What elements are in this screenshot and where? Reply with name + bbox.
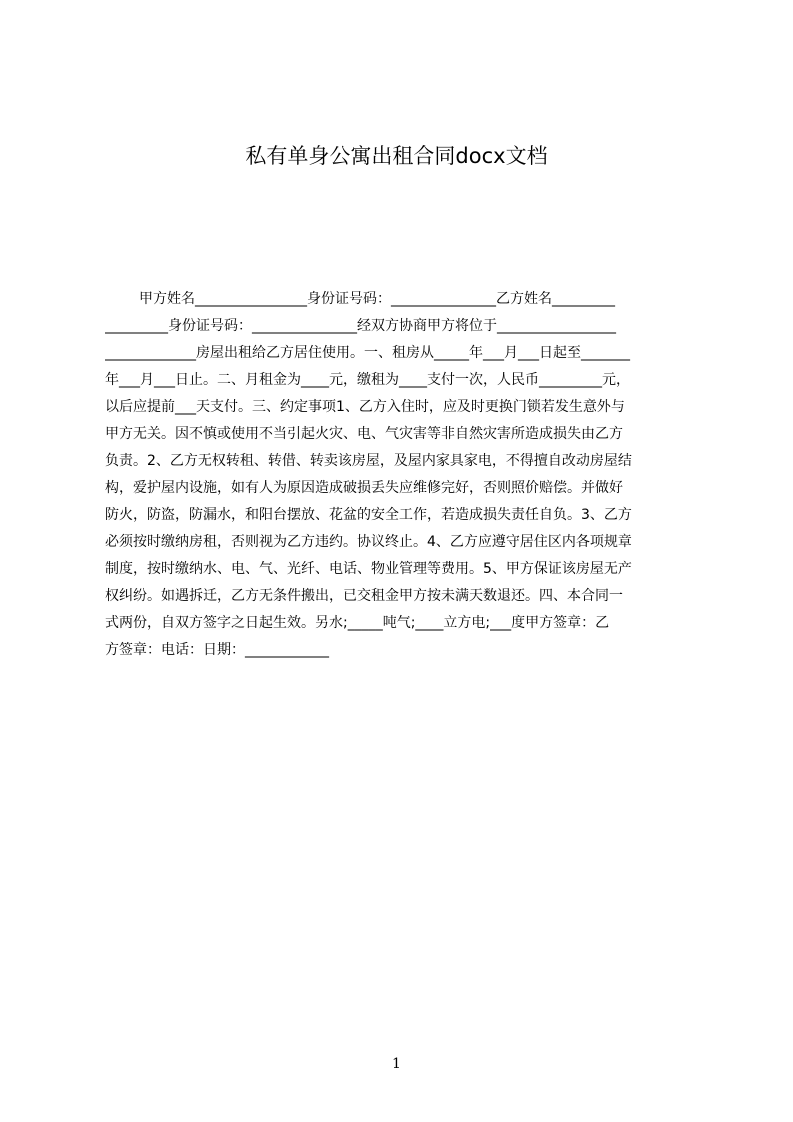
body-line: 甲方姓名________________身份证号码：_______________乙方姓名_________ bbox=[139, 291, 615, 307]
page-number: 1 bbox=[392, 1056, 401, 1072]
body-line: 式两份，自双方签字之日起生效。另水;_____吨气;____立方电;___度甲方签章：乙 bbox=[105, 615, 610, 631]
body-line: _____________房屋出租给乙方居住使用。一、租房从_____年___月___日起至_______ bbox=[105, 345, 630, 361]
document-title: 私有单身公寓出租合同docx文档 bbox=[245, 144, 548, 168]
body-line: 制度，按时缴纳水、电、气、光纤、电话、物业管理等费用。5、甲方保证该房屋无产 bbox=[105, 561, 632, 577]
body-line: 年___月___日止。二、月租金为____元，缴租为____支付一次，人民币_________元， bbox=[105, 372, 630, 388]
body-line: _________身份证号码：_______________经双方协商甲方将位于_________________ bbox=[105, 318, 616, 334]
body-line: 防火，防盗，防漏水，和阳台摆放、花盆的安全工作，若造成损失责任自负。3、乙方 bbox=[105, 507, 632, 523]
body-line: 方签章：电话：日期：____________ bbox=[105, 642, 329, 658]
body-line: 构，爱护屋内设施，如有人为原因造成破损丢失应维修完好，否则照价赔偿。并做好 bbox=[105, 480, 623, 496]
body-line: 权纠纷。如遇拆迁，乙方无条件搬出，已交租金甲方按未满天数退还。四、本合同一 bbox=[105, 588, 623, 604]
body-line: 以后应提前___天支付。三、约定事项1、乙方入住时，应及时更换门锁若发生意外与 bbox=[105, 399, 625, 415]
contract-body bbox=[105, 286, 698, 666]
body-line: 必须按时缴纳房租，否则视为乙方违约。协议终止。4、乙方应遵守居住区内各项规章 bbox=[105, 534, 632, 550]
body-line: 甲方无关。因不慎或使用不当引起火灾、电、气灾害等非自然灾害所造成损失由乙方 bbox=[105, 426, 623, 442]
body-line: 负责。2、乙方无权转租、转借、转卖该房屋，及屋内家具家电，不得擅自改动房屋结 bbox=[105, 453, 632, 469]
